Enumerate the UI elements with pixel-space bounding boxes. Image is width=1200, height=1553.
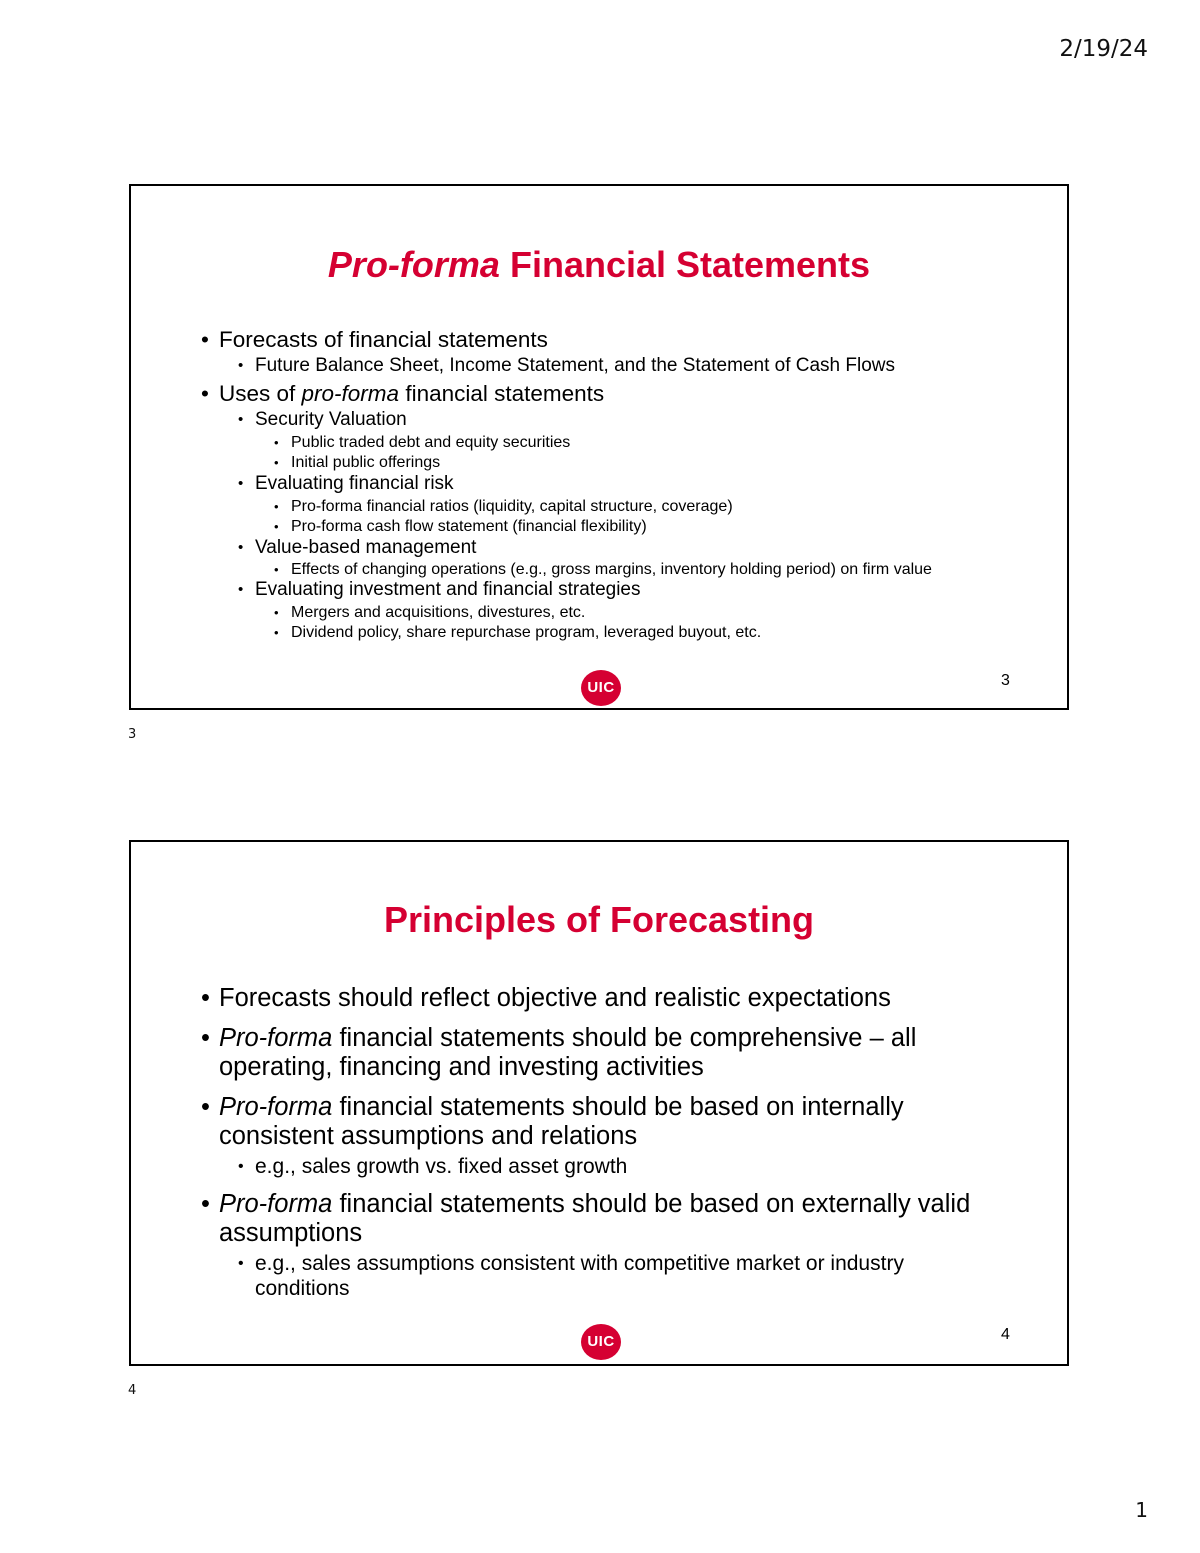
slide-principles-of-forecasting	[129, 840, 1069, 1366]
bullet-item: • Mergers and acquisitions, divestures, etc.	[131, 604, 1067, 621]
uic-logo: UIC	[581, 1324, 621, 1360]
bullet-italic-text: Pro-forma	[219, 1093, 333, 1121]
bullet-text: financial statements	[399, 381, 605, 406]
bullet-italic-text: Pro-forma	[219, 1190, 333, 1218]
bullet-italic-text: Pro-forma	[219, 1024, 333, 1052]
bullet-item: • Pro-forma cash flow statement (financial flexibility)	[131, 518, 1067, 535]
bullet-item: • e.g., sales assumptions consistent with competitive market or industry conditions	[131, 1251, 1067, 1301]
bullet-item: • Evaluating financial risk	[131, 473, 1067, 495]
page-date: 2/19/24	[1059, 36, 1148, 62]
bullet-item	[131, 1190, 1067, 1248]
bullet-item: • Value-based management	[131, 537, 1067, 559]
bullet-item	[131, 1024, 1067, 1082]
bullet-item	[131, 1093, 1067, 1151]
bullet-item: • Forecasts should reflect objective and realistic expectations	[131, 984, 1067, 1013]
slide-number: 4	[1001, 1326, 1010, 1343]
page-slide-number: 4	[128, 1383, 137, 1398]
bullet-list	[131, 984, 1067, 1301]
bullet-item: • Dividend policy, share repurchase program, leveraged buyout, etc.	[131, 624, 1067, 641]
page-slide-number: 3	[128, 727, 137, 742]
bullet-item: • Public traded debt and equity securities	[131, 434, 1067, 451]
bullet-text: financial statements should be comprehensive – all operating, financing and investing activities	[219, 1024, 917, 1081]
bullet-item: • Forecasts of financial statements	[131, 327, 1067, 353]
bullet-item: • e.g., sales growth vs. fixed asset growth	[131, 1154, 1067, 1179]
slide-number: 3	[1001, 672, 1010, 689]
bullet-item	[131, 381, 1067, 407]
bullet-item: • Pro-forma financial ratios (liquidity, capital structure, coverage)	[131, 498, 1067, 515]
bullet-italic-text: pro-forma	[301, 381, 400, 406]
page-number: 1	[1135, 1498, 1148, 1522]
bullet-item: • Security Valuation	[131, 409, 1067, 431]
slide-title: Principles of Forecasting	[383, 899, 815, 940]
slide-title-rest: Financial Statements	[499, 244, 871, 285]
slide-title	[131, 244, 1067, 286]
slide-pro-forma-financial-statements	[129, 184, 1069, 710]
uic-logo: UIC	[581, 670, 621, 706]
bullet-text: financial statements should be based on internally consistent assumptions and relations	[219, 1093, 904, 1150]
bullet-item: • Effects of changing operations (e.g., gross margins, inventory holding period) on firm value	[131, 562, 1067, 577]
bullet-item: • Future Balance Sheet, Income Statement, and the Statement of Cash Flows	[131, 355, 1067, 377]
bullet-text: Uses of	[219, 381, 302, 406]
bullet-item: • Initial public offerings	[131, 454, 1067, 471]
bullet-text: financial statements should be based on externally valid assumptions	[219, 1190, 971, 1247]
bullet-list	[131, 323, 1067, 641]
bullet-item: • Evaluating investment and financial strategies	[131, 579, 1067, 601]
slide-title-italic: Pro-forma	[327, 244, 500, 285]
